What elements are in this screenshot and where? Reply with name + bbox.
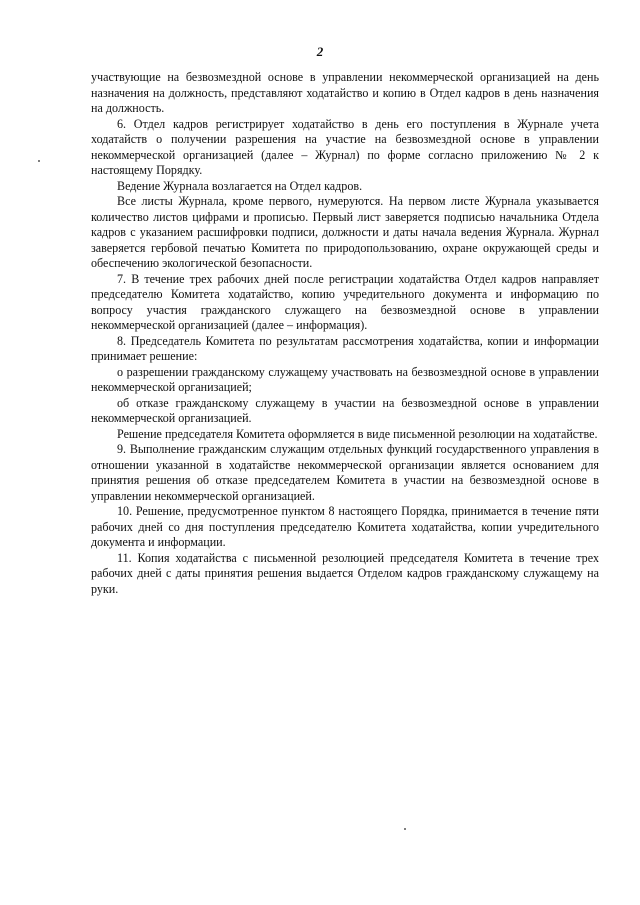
paragraph-item-6: 6. Отдел кадров регистрирует ходатайство в день его поступления в Журнале учета ходатайств о получении разрешения на участие на безвозмездной основе в управлении некоммерческой организацией (далее – Журнал) по форме согласно приложению № 2 к настоящему Порядку. — [91, 116, 599, 177]
paragraph-continuation: участвующие на безвозмездной основе в управлении некоммерческой организацией на день назначения на должность, представляют ходатайство и копию в Отдел кадров в день назначения на должность. — [91, 70, 599, 115]
paragraph-journal-duty: Ведение Журнала возлагается на Отдел кадров. — [117, 178, 363, 193]
paragraph-item-10: 10. Решение, предусмотренное пунктом 8 настоящего Порядка, принимается в течение пяти рабочих дней со дня поступления председателю Комитета ходатайства, копии учредительного документа и информации. — [91, 504, 599, 549]
paragraph-item-11: 11. Копия ходатайства с письменной резолюцией председателя Комитета в течение трех рабочих дней с даты принятия решения выдается Отделом кадров гражданскому служащему на руки. — [91, 550, 599, 596]
paragraph-item-7: 7. В течение трех рабочих дней после регистрации ходатайства Отдел кадров направляет председателю Комитета ходатайство, копию учредительного документа и информацию по вопросу участия гражданского служащего на безвозмездной основе в управлении некоммерческой организацией (далее – информация). — [91, 271, 599, 332]
paragraph-item-8: 8. Председатель Комитета по результатам рассмотрения ходатайства, копии и информации принимает решение: — [91, 333, 599, 363]
scan-speck — [404, 828, 406, 830]
page-number: 2 — [316, 44, 324, 59]
scan-speck — [38, 160, 40, 162]
paragraph-resolution: Решение председателя Комитета оформляется в виде письменной резолюции на ходатайстве. — [117, 426, 598, 441]
document-body — [91, 70, 599, 597]
paragraph-decision-refuse: об отказе гражданскому служащему в участии на безвозмездной основе в управлении некоммерческой организацией. — [91, 395, 599, 425]
paragraph-item-9: 9. Выполнение гражданским служащим отдельных функций государственного управления в отношении указанной в ходатайстве некоммерческой организации является основанием для принятия решения об отказе председателем Комитета в участии на безвозмездной основе в управлении некоммерческой организацией. — [91, 442, 599, 503]
paragraph-journal-sheets: Все листы Журнала, кроме первого, нумеруются. На первом листе Журнала указывается количество листов цифрами и прописью. Первый лист заверяется подписью начальника Отдела кадров с указанием расшифровки подписи, должности и даты начала ведения Журнала. Журнал заверяется гербовой печатью Комитета по природопользованию, охране окружающей среды и обеспечению экологической безопасности. — [91, 194, 599, 270]
paragraph-decision-permit: о разрешении гражданскому служащему участвовать на безвозмездной основе в управлении некоммерческой организацией; — [91, 364, 599, 394]
